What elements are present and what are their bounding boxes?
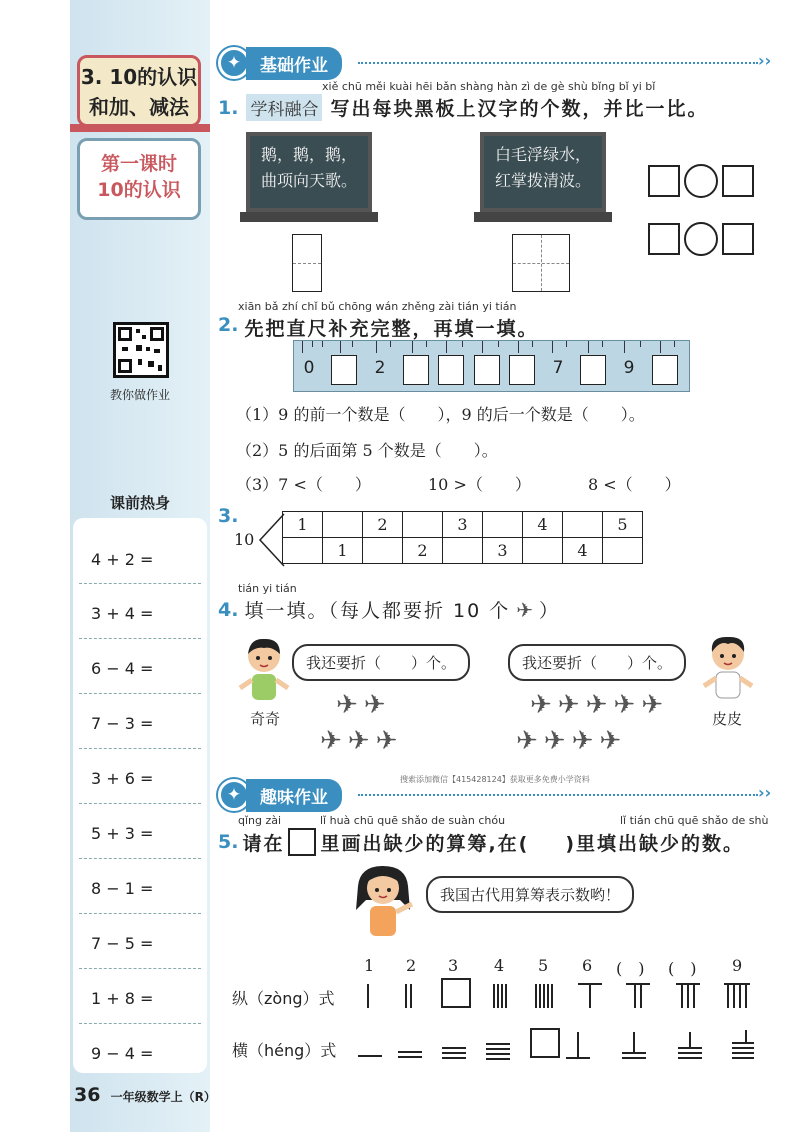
grid-cell: 4 — [523, 512, 563, 538]
ruler-blank[interactable] — [580, 355, 606, 385]
warmup-line — [79, 583, 201, 584]
q3-root: 10 — [234, 530, 255, 549]
rod-number-blank[interactable]: ( ) — [668, 959, 697, 978]
planes-left-row1 — [336, 690, 386, 720]
lesson-divider — [70, 124, 210, 132]
ruler-blank[interactable] — [509, 355, 535, 385]
paper-plane-icon: ✈ — [585, 690, 608, 720]
rod-number: 9 — [732, 956, 743, 975]
q5-box-symbol — [288, 828, 316, 856]
missing-rod-box[interactable] — [441, 978, 471, 1008]
grid-cell: 2 — [403, 538, 443, 564]
blackboard-2 — [480, 132, 606, 212]
compare-box[interactable] — [722, 165, 754, 197]
girl-illustration — [348, 864, 418, 940]
subtitle-line2: 10的认识 — [97, 179, 181, 201]
compare-box[interactable] — [648, 165, 680, 197]
grid-cell[interactable] — [443, 538, 483, 564]
q2-sub1: （1）9 的前一个数是（ ），9 的后一个数是（ ）。 — [236, 405, 645, 424]
warmup-item: 9 − 4 = — [91, 1044, 154, 1063]
grid-cell: 5 — [603, 512, 643, 538]
q2-sub3c: 8 <（ ） — [588, 475, 681, 494]
paper-plane-icon: ✈ — [375, 726, 398, 756]
watermark-text: 搜索添加微信【415428124】获取更多免费小学资料 — [400, 775, 590, 784]
vertical-label: 纵（zòng）式 — [232, 989, 335, 1008]
ruler-blank[interactable] — [474, 355, 500, 385]
boy-qiqi-illustration — [236, 636, 292, 702]
speech-bubble-left: 我还要折（ ）个。 — [292, 644, 470, 681]
page-number: 36 — [74, 1084, 101, 1106]
q4-text-end: ） — [538, 600, 560, 622]
q2-number: 2. — [218, 314, 239, 336]
q1-heading — [218, 94, 708, 121]
q1-pinyin: xiě chū měi kuài hēi bǎn shàng hàn zì de gè shù bǐng bǐ yi bǐ — [322, 80, 656, 93]
q1-text: 写出每块黑板上汉字的个数，并比一比。 — [330, 98, 709, 120]
lesson-title-line1: 3. 10的认识 — [80, 65, 198, 89]
compare-row-1 — [648, 164, 754, 198]
paper-plane-icon: ✈ — [599, 726, 622, 756]
ruler-label-0: 0 — [303, 358, 315, 378]
warmup-item: 7 − 3 = — [91, 714, 154, 733]
q5-heading — [218, 828, 744, 856]
section-fun-header — [218, 778, 772, 812]
lightbulb-icon: ✦ — [218, 47, 250, 79]
grid-cell[interactable] — [563, 512, 603, 538]
q3-number: 3. — [218, 505, 239, 527]
grid-cell[interactable] — [483, 512, 523, 538]
blackboard-1 — [246, 132, 372, 212]
rod-number: 6 — [582, 956, 593, 975]
warmup-line — [79, 748, 201, 749]
q3-grid — [282, 511, 643, 564]
ruler-label-9: 9 — [623, 358, 635, 378]
answer-box-2[interactable] — [512, 234, 570, 292]
rod-number: 4 — [494, 956, 505, 975]
q2-heading — [218, 314, 538, 341]
section-basic-title: 基础作业 — [246, 47, 342, 80]
answer-box-1[interactable] — [292, 234, 322, 292]
grid-cell: 3 — [483, 538, 523, 564]
paper-plane-icon: ✈ — [320, 726, 342, 756]
q1-tag: 学科融合 — [246, 94, 322, 121]
grid-cell[interactable] — [323, 512, 363, 538]
warmup-item: 7 − 5 = — [91, 934, 154, 953]
blackboard-1-base — [240, 212, 378, 222]
grid-cell[interactable] — [523, 538, 563, 564]
grid-cell: 4 — [563, 538, 603, 564]
warmup-line — [79, 803, 201, 804]
q1-number: 1. — [218, 96, 239, 119]
warmup-item: 3 + 6 = — [91, 769, 154, 788]
warmup-line — [79, 968, 201, 969]
warmup-line — [79, 913, 201, 914]
paper-plane-icon: ✈ — [613, 690, 636, 720]
q5-pinyin-b: lǐ huà chū quē shǎo de suàn chóu — [320, 814, 506, 827]
ruler-blank[interactable] — [403, 355, 429, 385]
warmup-panel — [73, 518, 207, 1073]
paper-plane-icon: ✈ — [516, 597, 533, 622]
warmup-line — [79, 858, 201, 859]
paper-plane-icon: ✈ — [530, 690, 552, 720]
name-qiqi: 奇奇 — [250, 710, 281, 728]
warmup-item: 4 + 2 = — [91, 550, 154, 569]
ruler-blank[interactable] — [438, 355, 464, 385]
rod-number: 3 — [448, 956, 459, 975]
lesson-subtitle — [77, 138, 201, 220]
page-footer — [74, 1084, 216, 1106]
q2-pinyin: xiān bǎ zhí chǐ bǔ chōng wán zhěng zài tián yi tián — [238, 300, 517, 313]
q5-pinyin-a: qǐng zài — [238, 814, 282, 827]
section-basic-header — [218, 46, 772, 80]
paper-plane-icon: ✈ — [571, 726, 594, 756]
speech-bubble-right: 我还要折（ ）个。 — [508, 644, 686, 681]
section-dots — [358, 62, 758, 64]
speech-bubble-girl: 我国古代用算筹表示数哟！ — [426, 876, 634, 913]
q5-text-c: )里填出缺少的数。 — [565, 832, 745, 855]
ruler-label-7: 7 — [552, 358, 564, 378]
qr-code-icon[interactable] — [113, 322, 169, 378]
planes-left-row2 — [320, 726, 397, 756]
q5-text-b: 里画出缺少的算筹,在( — [320, 832, 530, 855]
paper-plane-icon: ✈ — [347, 726, 370, 756]
rod-number: 2 — [406, 956, 417, 975]
warmup-item: 8 − 1 = — [91, 879, 154, 898]
q4-text: 填一填。（每人都要折 10 个 — [244, 600, 511, 622]
rod-number-blank[interactable]: ( ) — [616, 959, 645, 978]
grid-cell[interactable] — [603, 538, 643, 564]
rod-number: 5 — [538, 956, 549, 975]
q4-heading — [218, 596, 560, 623]
section-dots — [358, 794, 758, 796]
ruler-label-2: 2 — [374, 358, 386, 378]
grid-cell[interactable] — [403, 512, 443, 538]
q5-number: 5. — [218, 831, 239, 853]
lesson-title — [77, 55, 201, 127]
warmup-line — [79, 638, 201, 639]
compare-circle[interactable] — [684, 164, 718, 198]
vertical-rods — [356, 978, 756, 1018]
q2-sub3a: （3）7 <（ ） — [236, 475, 371, 494]
grid-cell: 3 — [443, 512, 483, 538]
planes-right-row1 — [530, 690, 663, 720]
warmup-line — [79, 693, 201, 694]
board1-line1: 鹅，鹅，鹅， — [260, 145, 357, 164]
q5-text-a: 请在 — [242, 832, 285, 855]
q5-pinyin-c: lǐ tián chū quē shǎo de shù — [620, 814, 769, 827]
paper-plane-icon: ✈ — [557, 690, 580, 720]
q2-sub2: （2）5 的后面第 5 个数是（ ）。 — [236, 441, 498, 460]
warmup-item: 3 + 4 = — [91, 604, 154, 623]
lightbulb-icon: ✦ — [218, 779, 250, 811]
compare-circle[interactable] — [684, 222, 718, 256]
grid-cell: 1 — [283, 512, 323, 538]
paper-plane-icon: ✈ — [641, 690, 663, 720]
planes-right-row2 — [516, 726, 621, 756]
rod-number: 1 — [364, 956, 375, 975]
blackboard-2-base — [474, 212, 612, 222]
warmup-item: 5 + 3 = — [91, 824, 154, 843]
q4-pinyin: tián yi tián — [238, 582, 297, 595]
board1-line2: 曲项向天歌。 — [260, 171, 357, 190]
paper-plane-icon: ✈ — [363, 690, 386, 720]
q2-text: 先把直尺补充完整，再填一填。 — [244, 318, 539, 340]
compare-row-2 — [648, 222, 754, 256]
section-fun-title: 趣味作业 — [246, 779, 342, 812]
warmup-item: 6 − 4 = — [91, 659, 154, 678]
paper-plane-icon: ✈ — [543, 726, 566, 756]
board2-line1: 白毛浮绿水， — [494, 145, 591, 164]
double-arrow-icon: ›› — [758, 783, 772, 802]
warmup-line — [79, 1023, 201, 1024]
warmup-title: 课前热身 — [109, 494, 170, 512]
boy-pipi-illustration — [700, 634, 756, 700]
grid-cell[interactable] — [283, 538, 323, 564]
ruler-blank[interactable] — [331, 355, 357, 385]
ruler-blank[interactable] — [652, 355, 678, 385]
horizontal-label: 横（héng）式 — [232, 1041, 337, 1060]
double-arrow-icon: ›› — [758, 51, 772, 70]
name-pipi: 皮皮 — [712, 710, 743, 728]
grid-cell[interactable] — [363, 538, 403, 564]
compare-box[interactable] — [722, 223, 754, 255]
paper-plane-icon: ✈ — [336, 690, 358, 720]
paper-plane-icon: ✈ — [516, 726, 538, 756]
warmup-item: 1 + 8 = — [91, 989, 154, 1008]
grid-cell: 2 — [363, 512, 403, 538]
missing-rod-box[interactable] — [530, 1028, 560, 1058]
ruler — [293, 340, 690, 392]
q2-sub3b: 10 >（ ） — [428, 475, 531, 494]
qr-label: 教你做作业 — [109, 388, 170, 402]
subtitle-line1: 第一课时 — [100, 153, 177, 175]
compare-box[interactable] — [648, 223, 680, 255]
book-title: 一年级数学上（R） — [110, 1090, 216, 1104]
board2-line2: 红掌拨清波。 — [494, 171, 591, 190]
lesson-title-line2: 和加、减法 — [89, 95, 189, 119]
grid-cell: 1 — [323, 538, 363, 564]
q4-number: 4. — [218, 598, 239, 621]
